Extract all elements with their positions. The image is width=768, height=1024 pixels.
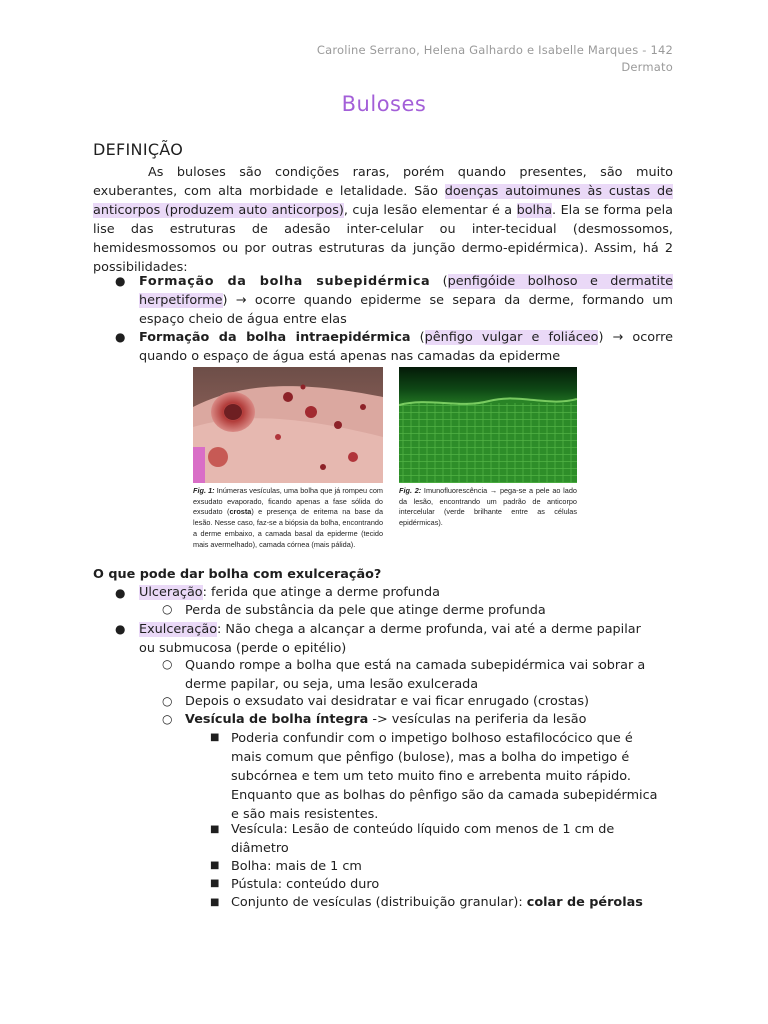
- bullet-marker: ●: [115, 586, 126, 600]
- item-vesicula-def: Vesícula: Lesão de conteúdo líquido com menos de 1 cm de diâmetro: [231, 822, 615, 856]
- item-exulceracao: Exulceração: Não chega a alcançar a derme profunda, vai até a derme papilar ou submucosa (perde o epitélio): [139, 622, 641, 656]
- item-ulceracao: Ulceração: ferida que atinge a derme profunda: [139, 585, 440, 600]
- section-heading-definicao: DEFINIÇÃO: [93, 140, 184, 159]
- square-marker: ■: [210, 824, 220, 835]
- square-marker: ■: [210, 732, 220, 743]
- definition-paragraph: As buloses são condições raras, porém quando presentes, são muito exuberantes, com alta morbidade e letalidade. São doenças autoimunes às custas de anticorpos (produzem auto anticorpos), cuja lesão elementar é a bolha. Ela se forma pela lise das estruturas de adesão inter-celular ou inter-tecidual (desmossomos, hemidesmossomos ou por outras estruturas da junção dermo-epidérmica). Assim, há 2 possibilidades:: [93, 165, 674, 275]
- highlight-penfigoide: penfigóide bolhoso e dermatite herpetiforme: [139, 274, 673, 308]
- bullet-marker: ●: [115, 274, 126, 288]
- skin-lesion-image: [193, 367, 383, 483]
- circle-marker: ○: [162, 694, 173, 708]
- item-exulceracao-sub3: Vesícula de bolha íntegra -> vesículas na periferia da lesão: [185, 712, 587, 727]
- item-colar-perolas: Conjunto de vesículas (distribuição granular): colar de pérolas: [231, 895, 643, 910]
- highlight-penfigo: pênfigo vulgar e foliáceo: [424, 330, 599, 345]
- section-heading-exulceracao: O que pode dar bolha com exulceração?: [93, 567, 382, 582]
- item-exulceracao-sub1: Quando rompe a bolha que está na camada subepidérmica vai sobrar a derme papilar, ou seja, uma lesão exulcerada: [185, 658, 646, 692]
- circle-marker: ○: [162, 712, 173, 726]
- immunofluorescence-image: [399, 367, 577, 483]
- header-authors: Caroline Serrano, Helena Galhardo e Isabelle Marques - 142: [316, 43, 673, 57]
- item-ulceracao-sub: Perda de substância da pele que atinge derme profunda: [185, 603, 546, 618]
- highlight-autoimmune: doenças autoimunes às custas de anticorpos (produzem auto anticorpos): [93, 184, 673, 218]
- figure-2-caption: Fig. 2: Imunofluorescência → pega-se a pele ao lado da lesão, encontrando um padrão de anticorpo intercelular (verde brilhante entre as células epidérmicas).: [399, 486, 577, 528]
- item-pustula-def: Pústula: conteúdo duro: [231, 877, 380, 892]
- circle-marker: ○: [162, 657, 173, 671]
- bullet-subepidermica: Formação da bolha subepidérmica (penfigóide bolhoso e dermatite herpetiforme) → ocorre quando epiderme se separa da derme, formando um espaço cheio de água entre elas: [139, 274, 673, 327]
- bullet-marker: ●: [115, 622, 126, 636]
- bullet-intraepidermica: Formação da bolha intraepidérmica (pênfigo vulgar e foliáceo) → ocorre quando o espaço de água está apenas nas camadas da epiderme: [139, 330, 674, 364]
- square-marker: ■: [210, 878, 220, 889]
- highlight-bolha: bolha: [516, 203, 553, 218]
- item-bolha-def: Bolha: mais de 1 cm: [231, 859, 362, 874]
- clinical-photo-bullous-lesions: [193, 367, 383, 483]
- square-marker: ■: [210, 897, 220, 908]
- bullet-marker: ●: [115, 330, 126, 344]
- item-exulceracao-sub2: Depois o exsudato vai desidratar e vai ficar enrugado (crostas): [185, 694, 590, 709]
- page-header: [317, 42, 673, 76]
- header-subject: Dermato: [621, 60, 673, 74]
- page-title: Buloses: [341, 92, 427, 116]
- item-impetigo-note: Poderia confundir com o impetigo bolhoso estafilocócico que é mais comum que pênfigo (bulose), mas a bolha do impetigo é subcórnea e tem um teto muito fino e arrebenta muito rápido. Enquanto que as bolhas do pênfigo são da camada subepidérmica e são mais resistentes.: [231, 731, 658, 822]
- circle-marker: ○: [162, 602, 173, 616]
- figure-1-caption: Fig. 1: Inúmeras vesículas, uma bolha que já rompeu com exsudato evaporado, ficando apenas a fase sólida do exsudato (crosta) e presença de eritema na base da lesão. Nesse caso, faz-se a biópsia da bolha, encontrando a derme embaixo, a camada basal da epiderme (tecido mais avermelhado), camada córnea (mais pálida).: [193, 486, 384, 549]
- square-marker: ■: [210, 860, 220, 871]
- green-fluorescence-image: [399, 367, 577, 483]
